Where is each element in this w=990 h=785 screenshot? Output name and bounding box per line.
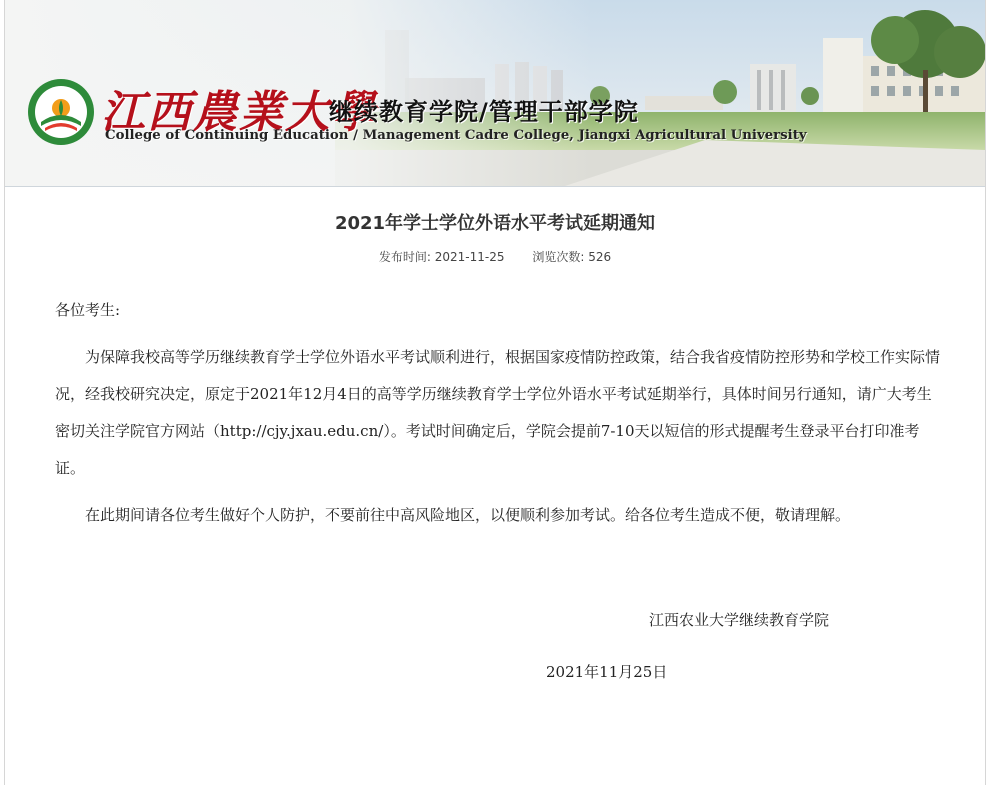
college-name-cn: 继续教育学院/管理干部学院 [329, 98, 639, 126]
views-count: 526 [588, 250, 612, 264]
site-header-banner [5, 0, 985, 187]
paragraph-1-text-a: 为保障我校高等学历继续教育学士学位外语水平考试顺利进行，根据国家疫情防控政策，结合我省疫情防控形势和学校工作实际情况，经我校研究决定，原定于2021年12月4日的高等学历继续教育学士学位外语水平考试延期举行，具体时间另行通知，请广大考生密切关注学院官方网站（ [55, 348, 941, 440]
article-title: 2021年学士学位外语水平考试延期通知 [334, 213, 656, 234]
views-label: 浏览次数: [532, 250, 585, 264]
paragraph-2: 在此期间请各位考生做好个人防护，不要前往中高风险地区，以便顺利参加考试。给各位考生造成不便，敬请理解。 [85, 506, 851, 524]
college-name-en: College of Continuing Education / Management Cadre College, Jiangxi Agricultural University [105, 128, 807, 143]
university-logo [27, 78, 95, 146]
paragraph-1 [55, 339, 940, 487]
views-info [532, 250, 611, 264]
page-frame [4, 0, 986, 785]
publish-date: 2021-11-25 [434, 250, 505, 264]
greeting: 各位考生: [55, 301, 121, 319]
article-meta [5, 248, 985, 265]
university-name: 江西農業大學 [101, 87, 377, 138]
publish-info [379, 250, 505, 264]
website-link[interactable]: http://cjy.jxau.edu.cn/ [220, 422, 384, 440]
signature: 江西农业大学继续教育学院 [649, 611, 830, 629]
signature-date: 2021年11月25日 [546, 663, 668, 681]
paragraph-1-text-b: ）。考试时间确定后，学院会提前7-10天以短信的形式提醒考生登录平台打印准考证。 [55, 422, 920, 477]
article-body [55, 292, 940, 534]
publish-label: 发布时间: [378, 250, 431, 264]
